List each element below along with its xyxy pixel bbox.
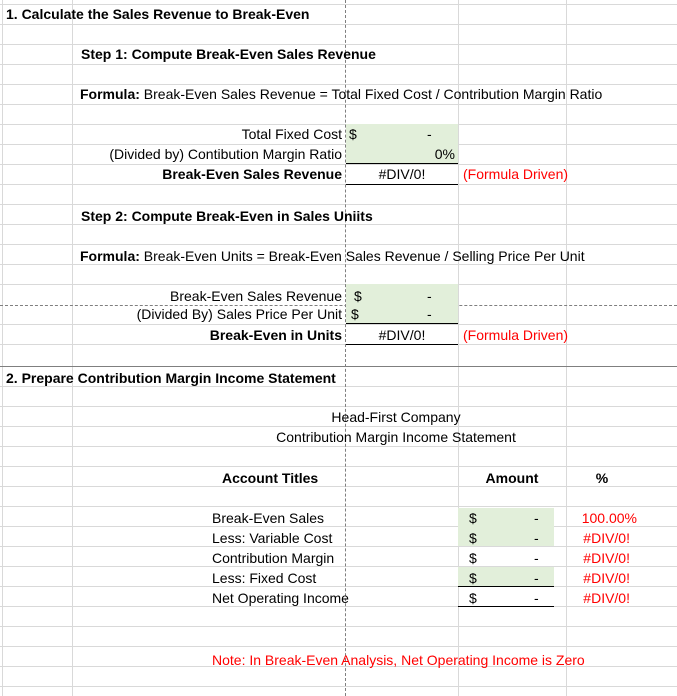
formula-label: Formula:: [80, 248, 140, 264]
statement-row-label: Net Operating Income: [212, 590, 349, 606]
statement-row-currency: $: [469, 570, 477, 586]
break-even-sales-revenue-cell[interactable]: #DIV/0!: [378, 166, 426, 182]
formula-text: Break-Even Sales Revenue = Total Fixed Cost / Contribution Margin Ratio: [143, 86, 603, 102]
header-account-titles: Account Titles: [222, 470, 319, 486]
total-fixed-cost-currency: $: [349, 126, 357, 142]
statement-row-amount[interactable]: -: [534, 530, 539, 546]
section2-title: 2. Prepare Contribution Margin Income Statement: [6, 370, 336, 386]
cm-ratio-cell[interactable]: 0%: [434, 146, 455, 162]
total-fixed-cost-cell[interactable]: -: [427, 126, 432, 142]
be-sales-revenue-cell[interactable]: -: [427, 288, 432, 304]
input-cells-step2: [346, 284, 458, 324]
formula-driven-note-2: (Formula Driven): [463, 327, 569, 343]
statement-row-label: Less: Variable Cost: [212, 530, 333, 546]
statement-row-currency: $: [469, 550, 477, 566]
statement-row-currency: $: [469, 530, 477, 546]
statement-row-percent[interactable]: #DIV/0!: [583, 590, 630, 606]
break-even-units-label: Break-Even in Units: [209, 327, 342, 343]
be-sales-revenue-label: Break-Even Sales Revenue: [170, 288, 342, 304]
sales-price-per-unit-currency: $: [351, 306, 359, 322]
break-even-sales-revenue-label: Break-Even Sales Revenue: [162, 166, 342, 182]
statement-row-label: Contribution Margin: [212, 550, 335, 566]
statement-row-currency: $: [469, 590, 477, 606]
company-name: Head-First Company: [331, 409, 461, 425]
be-sales-revenue-currency: $: [354, 288, 362, 304]
step1-formula: [80, 84, 602, 104]
sales-price-per-unit-cell[interactable]: -: [427, 306, 432, 322]
break-even-note: Note: In Break-Even Analysis, Net Operating Income is Zero: [212, 652, 585, 668]
statement-row-amount[interactable]: -: [534, 510, 539, 526]
statement-row-percent[interactable]: #DIV/0!: [583, 550, 630, 566]
statement-row-label: Break-Even Sales: [212, 510, 325, 526]
statement-row-percent[interactable]: 100.00%: [581, 510, 637, 526]
formula-driven-note-1: (Formula Driven): [463, 166, 569, 182]
step2-formula: [80, 246, 585, 266]
formula-label: Formula:: [80, 86, 140, 102]
statement-row-amount[interactable]: -: [534, 590, 539, 606]
statement-row-amount[interactable]: -: [534, 550, 539, 566]
statement-row-currency: $: [469, 510, 477, 526]
section-divider: [0, 366, 677, 367]
statement-row-label: Less: Fixed Cost: [212, 570, 317, 586]
header-percent: %: [595, 470, 609, 486]
cm-ratio-label: (Divided by) Contibution Margin Ratio: [109, 146, 342, 162]
formula-text: Break-Even Units = Break-Even Sales Revenue / Selling Price Per Unit: [143, 248, 585, 264]
step2-title: Step 2: Compute Break-Even in Sales Uniits: [81, 208, 373, 224]
section1-title: 1. Calculate the Sales Revenue to Break-Even: [6, 6, 310, 22]
statement-row-percent[interactable]: #DIV/0!: [583, 530, 630, 546]
sales-price-per-unit-label: (Divided By) Sales Price Per Unit: [136, 306, 342, 322]
statement-title: Contribution Margin Income Statement: [276, 429, 516, 445]
step1-title: Step 1: Compute Break-Even Sales Revenue: [81, 46, 376, 62]
header-amount: Amount: [485, 470, 539, 486]
break-even-units-cell[interactable]: #DIV/0!: [378, 327, 426, 343]
total-fixed-cost-label: Total Fixed Cost: [241, 126, 342, 142]
statement-row-percent[interactable]: #DIV/0!: [583, 570, 630, 586]
statement-row-amount[interactable]: -: [534, 570, 539, 586]
